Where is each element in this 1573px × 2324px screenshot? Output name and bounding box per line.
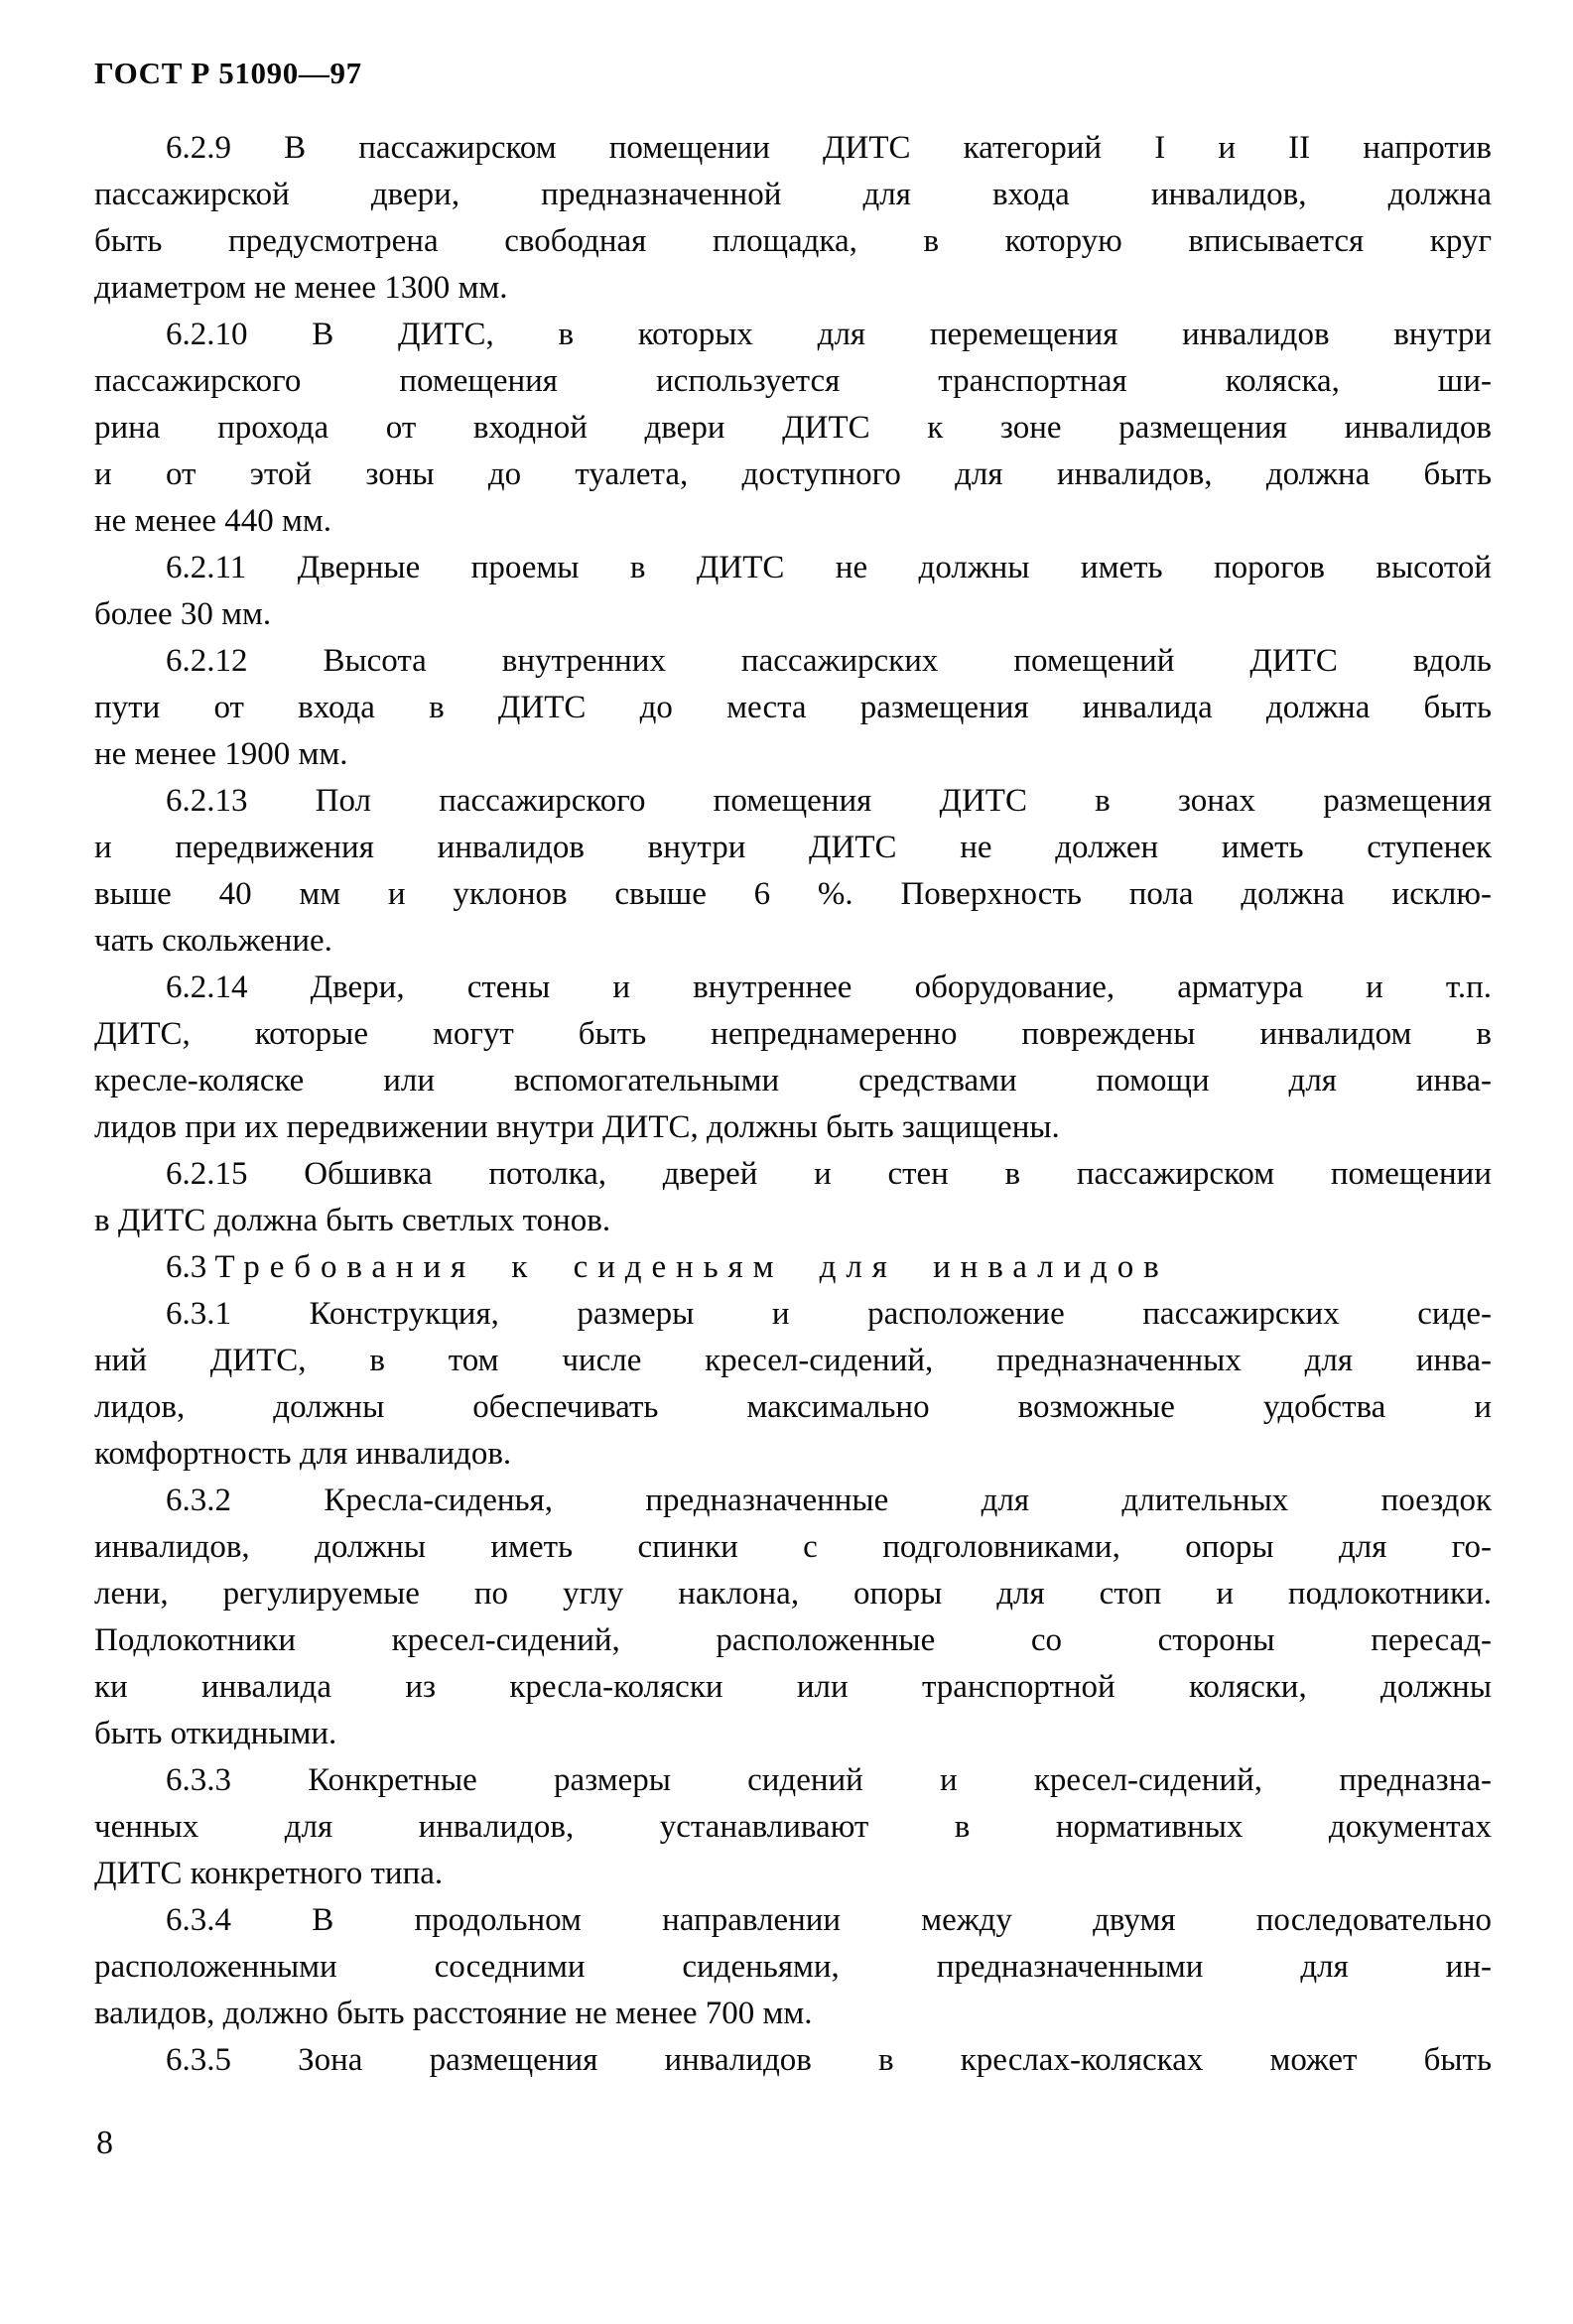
text-line: 6.2.9 В пассажирском помещении ДИТС категорий I и II напротив xyxy=(166,130,1492,166)
text-line: более 30 мм. xyxy=(94,596,272,632)
paragraph xyxy=(94,965,1492,1151)
text-line: и передвижения инвалидов внутри ДИТС не должен иметь ступенек xyxy=(94,830,1492,865)
paragraph xyxy=(94,638,1492,778)
text-line: 6.3.4 В продольном направлении между двумя последовательно xyxy=(166,1902,1492,1938)
text-line: 6.2.12 Высота внутренних пассажирских помещений ДИТС вдоль xyxy=(166,643,1492,679)
text-line: чать скольжение. xyxy=(94,923,332,959)
text-line: ний ДИТС, в том числе кресел-сидений, предназначенных для инва- xyxy=(94,1343,1492,1378)
text-line: 6.3.1 Конструкция, размеры и расположение пассажирских сиде- xyxy=(166,1296,1492,1332)
text-line: 6.2.10 В ДИТС, в которых для перемещения инвалидов внутри xyxy=(166,317,1492,352)
paragraph xyxy=(94,545,1492,638)
paragraph xyxy=(94,1478,1492,1757)
text-line: пассажирской двери, предназначенной для входа инвалидов, должна xyxy=(94,177,1492,212)
text-line: рина прохода от входной двери ДИТС к зоне размещения инвалидов xyxy=(94,410,1492,446)
heading-number: 6.3 xyxy=(166,1249,215,1285)
text-line: в ДИТС должна быть светлых тонов. xyxy=(94,1203,611,1238)
paragraph xyxy=(94,125,1492,312)
text-line: пути от входа в ДИТС до места размещения инвалида должна быть xyxy=(94,690,1492,725)
paragraph xyxy=(94,1757,1492,1897)
text-line: комфортность для инвалидов. xyxy=(94,1436,512,1472)
paragraph xyxy=(94,778,1492,965)
text-line: лени, регулируемые по углу наклона, опоры для стоп и подлокотники. xyxy=(94,1576,1492,1612)
text-line: не менее 440 мм. xyxy=(94,503,332,539)
text-line: ченных для инвалидов, устанавливают в нормативных документах xyxy=(94,1809,1492,1845)
text-line: 6.2.14 Двери, стены и внутреннее оборудование, арматура и т.п. xyxy=(166,969,1492,1005)
paragraph xyxy=(94,1151,1492,1244)
paragraph xyxy=(94,2037,1492,2084)
text-line: 6.3.5 Зона размещения инвалидов в креслах-колясках может быть xyxy=(166,2042,1492,2078)
text-line: 6.3.2 Кресла-сиденья, предназначенные для длительных поездок xyxy=(166,1483,1492,1518)
paragraph xyxy=(94,1291,1492,1478)
text-line: диаметром не менее 1300 мм. xyxy=(94,270,508,306)
text-line: ДИТС конкретного типа. xyxy=(94,1856,444,1891)
text-line: инвалидов, должны иметь спинки с подголовниками, опоры для го- xyxy=(94,1529,1492,1565)
text-line: пассажирского помещения используется транспортная коляска, ши- xyxy=(94,363,1492,399)
text-line: ДИТС, которые могут быть непреднамеренно повреждены инвалидом в xyxy=(94,1016,1492,1052)
text-line: 6.2.11 Дверные проемы в ДИТС не должны иметь порогов высотой xyxy=(166,550,1492,585)
text-line: лидов при их передвижении внутри ДИТС, должны быть защищены. xyxy=(94,1109,1060,1145)
text-line: не менее 1900 мм. xyxy=(94,736,348,772)
text-line: лидов, должны обеспечивать максимально возможные удобства и xyxy=(94,1389,1492,1425)
text-line: быть предусмотрена свободная площадка, в которую вписывается круг xyxy=(94,223,1492,259)
heading-line xyxy=(94,1244,1492,1291)
text-line: 6.2.15 Обшивка потолка, дверей и стен в пассажирском помещении xyxy=(166,1156,1492,1192)
text-line: 6.2.13 Пол пассажирского помещения ДИТС в зонах размещения xyxy=(166,783,1492,819)
text-line: валидов, должно быть расстояние не менее 700 мм. xyxy=(94,1996,813,2031)
text-line: и от этой зоны до туалета, доступного для инвалидов, должна быть xyxy=(94,456,1492,492)
text-line: ки инвалида из кресла-коляски или транспортной коляски, должны xyxy=(94,1669,1492,1705)
text-line: выше 40 мм и уклонов свыше 6 %. Поверхность пола должна исклю- xyxy=(94,876,1492,912)
section-heading xyxy=(94,1244,1492,1291)
text-line: расположенными соседними сиденьями, предназначенными для ин- xyxy=(94,1949,1492,1985)
text-line: быть откидными. xyxy=(94,1716,337,1751)
document-header: ГОСТ Р 51090—97 xyxy=(94,56,362,90)
heading-text: Требования к сиденьям для инвалидов xyxy=(214,1249,1169,1285)
page-number: 8 xyxy=(96,2125,113,2161)
paragraph xyxy=(94,1897,1492,2037)
paragraph xyxy=(94,312,1492,545)
text-line: Подлокотники кресел-сидений, расположенные со стороны пересад- xyxy=(94,1622,1492,1658)
text-line: 6.3.3 Конкретные размеры сидений и кресел-сидений, предназна- xyxy=(166,1762,1492,1798)
text-line: кресле-коляске или вспомогательными средствами помощи для инва- xyxy=(94,1063,1492,1098)
body-text xyxy=(94,125,1492,2084)
